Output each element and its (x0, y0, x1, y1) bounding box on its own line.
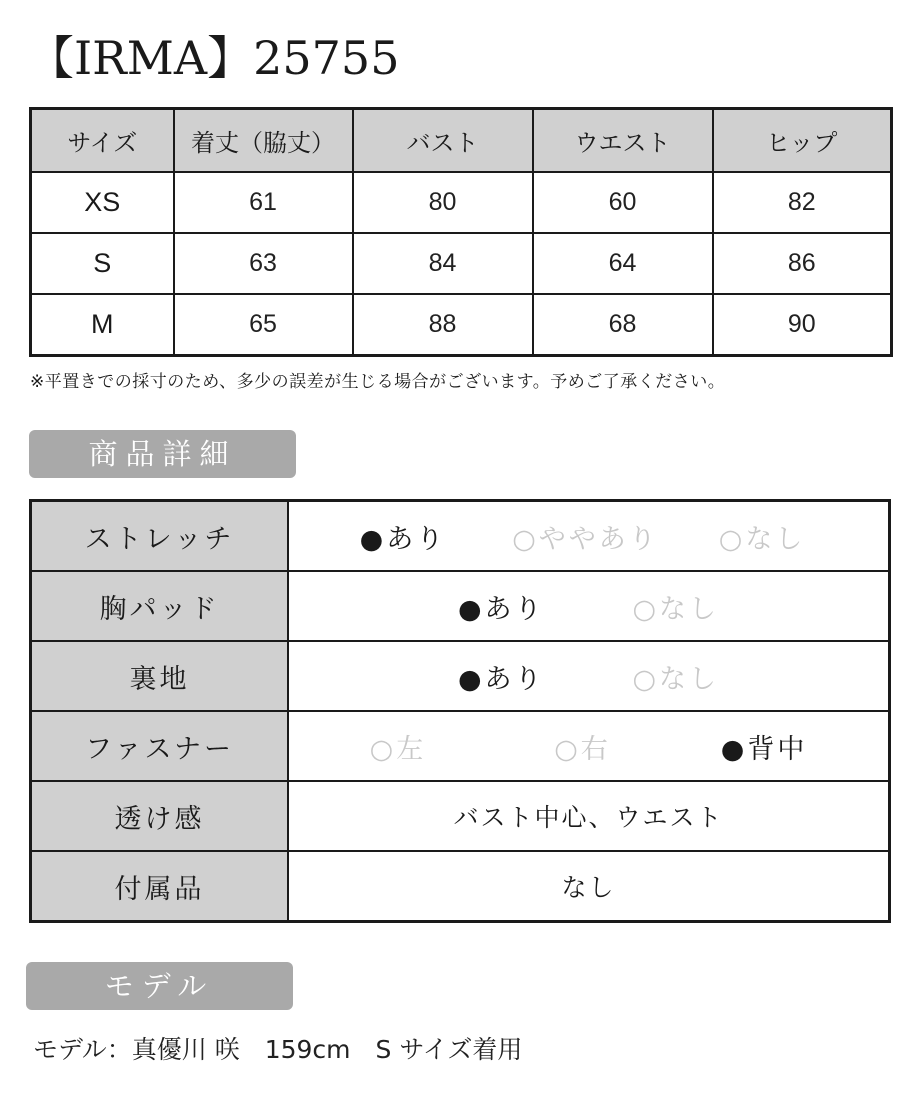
sheer-value: バスト中心、ウエスト (288, 781, 890, 851)
waist-cell: 64 (533, 233, 713, 294)
size-table (29, 107, 893, 357)
pad-option-yes: ●あり (457, 593, 545, 625)
lining-label: 裏地 (31, 641, 289, 711)
stretch-option-some: ○ややあり (512, 523, 659, 555)
length-cell: 65 (174, 294, 353, 356)
pad-option-no: ○なし (632, 593, 720, 625)
fastener-option-right: ○右 (554, 733, 611, 765)
stretch-options (288, 501, 890, 572)
fastener-options (288, 711, 890, 781)
model-info: モデル：真優川 咲 159cm S サイズ着用 (33, 1035, 523, 1064)
details-table (29, 499, 891, 923)
fastener-option-left: ○左 (369, 733, 427, 765)
sheer-label: 透け感 (31, 781, 289, 851)
stretch-option-yes: ●あり (359, 523, 447, 555)
bust-cell: 84 (353, 233, 533, 294)
bust-cell: 80 (353, 172, 533, 233)
waist-cell: 60 (533, 172, 713, 233)
size-cell: M (31, 294, 174, 356)
fastener-option-back: ●背中 (720, 733, 808, 765)
size-table-header (31, 109, 892, 173)
header-hip: ヒップ (713, 109, 892, 173)
header-size: サイズ (31, 109, 174, 173)
header-waist: ウエスト (533, 109, 713, 173)
model-heading: モデル (26, 962, 293, 1010)
table-row (31, 233, 892, 294)
hip-cell: 86 (713, 233, 892, 294)
accessories-value: なし (288, 851, 890, 922)
accessories-label: 付属品 (31, 851, 289, 922)
measurement-note: ※平置きでの採寸のため、多少の誤差が生じる場合がございます。予めご了承ください。 (30, 372, 726, 392)
waist-cell: 68 (533, 294, 713, 356)
table-row (31, 294, 892, 356)
stretch-label: ストレッチ (31, 501, 289, 572)
hip-cell: 90 (713, 294, 892, 356)
pad-options (288, 571, 890, 641)
detail-row-accessories (31, 851, 890, 922)
length-cell: 63 (174, 233, 353, 294)
pad-label: 胸パッド (31, 571, 289, 641)
size-cell: S (31, 233, 174, 294)
lining-option-yes: ●あり (457, 663, 545, 695)
detail-row-stretch (31, 501, 890, 572)
stretch-option-no: ○なし (718, 523, 806, 555)
header-bust: バスト (353, 109, 533, 173)
table-row (31, 172, 892, 233)
bust-cell: 88 (353, 294, 533, 356)
length-cell: 61 (174, 172, 353, 233)
detail-row-pad (31, 571, 890, 641)
detail-row-lining (31, 641, 890, 711)
details-heading: 商品詳細 (29, 430, 296, 478)
hip-cell: 82 (713, 172, 892, 233)
detail-row-sheer (31, 781, 890, 851)
lining-options (288, 641, 890, 711)
detail-row-fastener (31, 711, 890, 781)
lining-option-no: ○なし (632, 663, 720, 695)
product-title: 【IRMA】25755 (28, 31, 400, 85)
fastener-label: ファスナー (31, 711, 289, 781)
size-cell: XS (31, 172, 174, 233)
header-length: 着丈（脇丈） (174, 109, 353, 173)
